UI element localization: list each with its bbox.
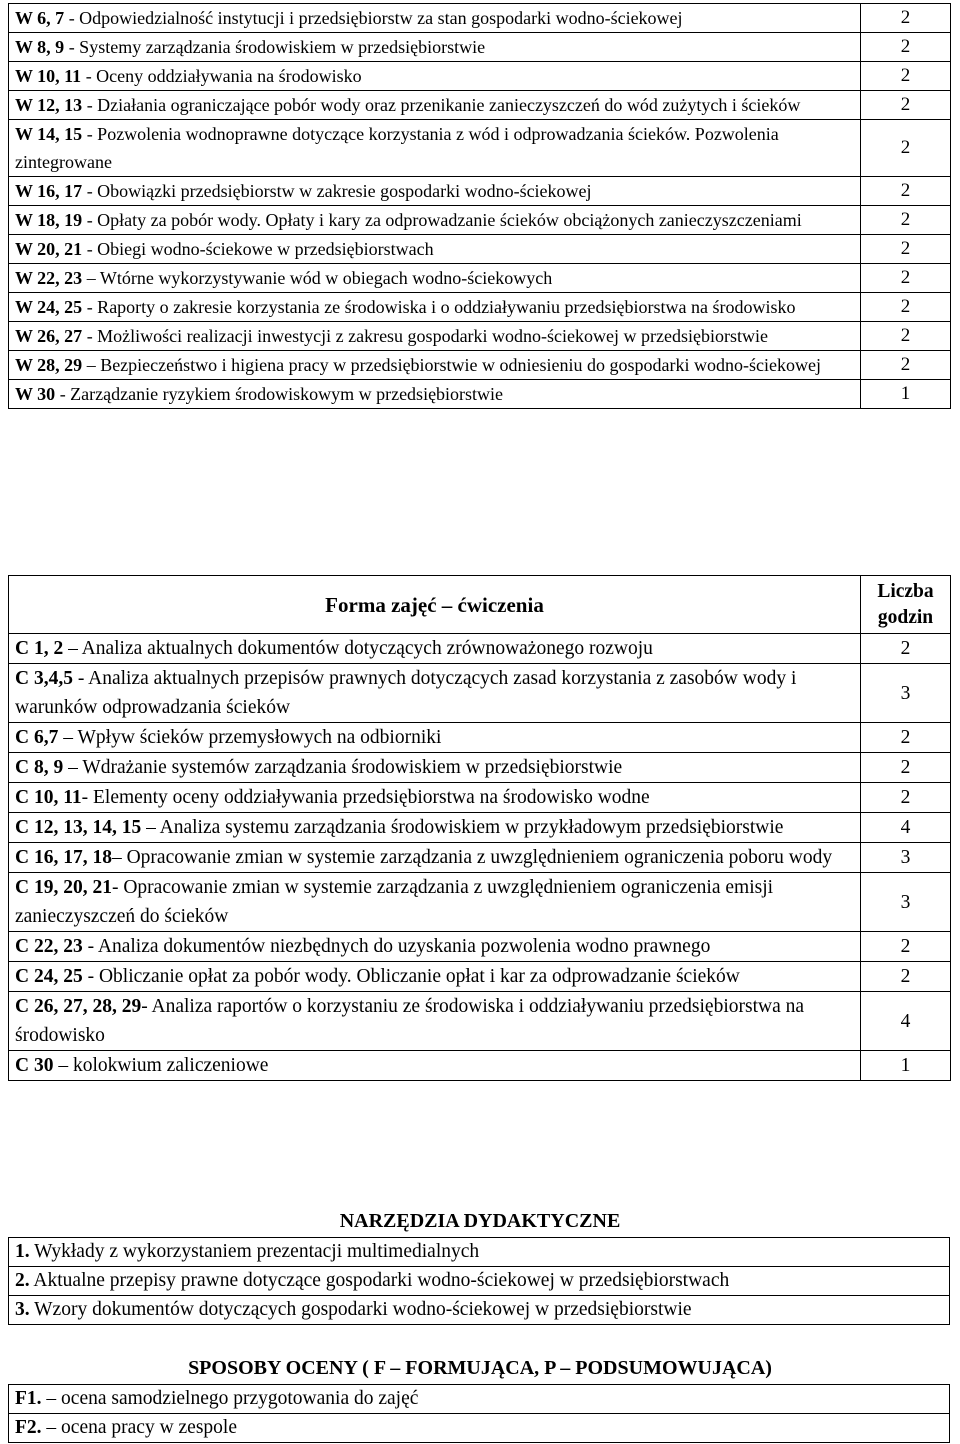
lecture-row [9,380,951,409]
exercise-row [9,843,951,873]
assessment-item [9,1385,950,1414]
exercise-row [9,783,951,813]
lecture-hours: 2 [861,33,951,62]
exercise-text: - Opracowanie zmian w systemie zarządzania z uwzględnieniem ograniczenia emisji zanieczyszczeń do ścieków [15,877,774,927]
exercise-hours: 2 [861,723,951,753]
lecture-description [9,351,861,380]
lecture-description [9,177,861,206]
lecture-code: W 24, 25 [15,297,83,317]
lecture-hours: 2 [861,4,951,33]
lecture-code: W 18, 19 [15,210,83,230]
lecture-text: - Odpowiedzialność instytucji i przedsiębiorstw za stan gospodarki wodno-ściekowej [64,8,683,28]
lecture-hours: 2 [861,62,951,91]
exercise-hours: 2 [861,753,951,783]
lecture-description [9,62,861,91]
assessment-item-number: F2. [15,1417,42,1438]
exercise-code: C 1, 2 [15,638,64,659]
lecture-text: – Bezpieczeństwo i higiena pracy w przedsiębiorstwie w odniesieniu do gospodarki wodno-ściekowej [82,355,821,375]
lecture-hours: 2 [861,177,951,206]
exercise-hours: 3 [861,664,951,723]
exercise-hours: 2 [861,962,951,992]
exercise-description [9,813,861,843]
exercise-row [9,932,951,962]
lecture-row [9,120,951,177]
lecture-text: - Raporty o zakresie korzystania ze środowiska i o oddziaływaniu przedsiębiorstwa na środowisko [82,297,796,317]
lecture-hours: 2 [861,235,951,264]
lecture-text: - Pozwolenia wodnoprawne dotyczące korzystania z wód i odprowadzania ścieków. Pozwolenia zintegrowane [15,124,779,172]
lecture-description [9,4,861,33]
lecture-row [9,235,951,264]
tools-item-number: 2. [15,1270,30,1291]
lecture-code: W 6, 7 [15,8,65,28]
assessment-item-cell [9,1385,950,1414]
exercise-code: C 8, 9 [15,757,64,778]
exercise-text: – kolokwium zaliczeniowe [53,1055,269,1076]
exercise-row [9,753,951,783]
tools-item-number: 1. [15,1241,30,1262]
exercise-text: – Opracowanie zmian w systemie zarządzania z uwzględnieniem ograniczenia poboru wody [111,847,833,868]
lecture-row [9,177,951,206]
lecture-row [9,351,951,380]
lecture-hours: 2 [861,91,951,120]
lecture-text: – Wtórne wykorzystywanie wód w obiegach wodno-ściekowych [82,268,553,288]
tools-item-text: Wykłady z wykorzystaniem prezentacji multimedialnych [29,1241,480,1262]
exercise-description [9,783,861,813]
exercise-hours: 2 [861,932,951,962]
tools-item-cell [9,1238,950,1267]
exercises-header-label: Forma zajęć – ćwiczenia [9,576,861,634]
lecture-description [9,264,861,293]
exercise-description [9,873,861,932]
exercise-row [9,664,951,723]
lecture-description [9,293,861,322]
lecture-code: W 8, 9 [15,37,65,57]
tools-item-text: Wzory dokumentów dotyczących gospodarki wodno-ściekowej w przedsiębiorstwie [29,1299,692,1320]
lecture-code: W 16, 17 [15,181,83,201]
lecture-row [9,206,951,235]
exercise-code: C 30 [15,1055,54,1076]
exercise-description [9,992,861,1051]
exercise-description [9,723,861,753]
lecture-description [9,322,861,351]
exercises-header-hours: Liczba godzin [861,576,951,634]
exercise-row [9,813,951,843]
lecture-row [9,293,951,322]
lecture-description [9,120,861,177]
exercise-description [9,664,861,723]
exercise-text: - Elementy oceny oddziaływania przedsiębiorstwa na środowisko wodne [81,787,650,808]
lecture-row [9,4,951,33]
exercise-row [9,873,951,932]
exercise-text: – Analiza systemu zarządzania środowiskiem w przykładowym przedsiębiorstwie [141,817,784,838]
lecture-text: - Zarządzanie ryzykiem środowiskowym w przedsiębiorstwie [55,384,504,404]
tools-item [9,1267,950,1296]
assessment-title: SPOSOBY OCENY ( F – FORMUJĄCA, P – PODSUMOWUJĄCA) [188,1357,772,1379]
exercise-row [9,634,951,664]
exercise-code: C 3,4,5 [15,668,73,689]
assessment-item-number: F1. [15,1388,42,1409]
lecture-text: - Opłaty za pobór wody. Opłaty i kary za odprowadzanie ścieków obciążonych zanieczyszczeniami [82,210,802,230]
exercise-row [9,992,951,1051]
tools-item-text: Aktualne przepisy prawne dotyczące gospodarki wodno-ściekowej w przedsiębiorstwach [29,1270,730,1291]
assessment-item-text: – ocena pracy w zespole [41,1417,237,1438]
assessment-item [9,1414,950,1443]
lecture-text: - Systemy zarządzania środowiskiem w przedsiębiorstwie [64,37,486,57]
lecture-text: - Oceny oddziaływania na środowisko [81,66,362,86]
tools-item-cell [9,1267,950,1296]
lecture-description [9,33,861,62]
exercise-row [9,723,951,753]
lecture-hours: 2 [861,322,951,351]
tools-item [9,1296,950,1325]
exercises-header-row [9,576,951,634]
lecture-row [9,33,951,62]
exercise-description [9,634,861,664]
lecture-code: W 22, 23 [15,268,83,288]
lecture-row [9,91,951,120]
exercise-code: C 19, 20, 21 [15,877,112,898]
exercise-code: C 16, 17, 18 [15,847,112,868]
lecture-text: - Możliwości realizacji inwestycji z zakresu gospodarki wodno-ściekowej w przedsiębiorstwie [82,326,768,346]
exercise-description [9,962,861,992]
lecture-hours: 2 [861,120,951,177]
exercise-code: C 22, 23 [15,936,83,957]
lecture-code: W 10, 11 [15,66,82,86]
lecture-code: W 26, 27 [15,326,83,346]
exercise-description [9,1051,861,1081]
exercise-text: - Analiza aktualnych przepisów prawnych dotyczących zasad korzystania z zasobów wody i warunków odprowadzania ścieków [15,668,797,718]
exercise-text: – Wpływ ścieków przemysłowych na odbiorniki [58,727,442,748]
lecture-text: - Obowiązki przedsiębiorstw w zakresie gospodarki wodno-ściekowej [82,181,592,201]
tools-list [8,1237,950,1325]
exercise-code: C 12, 13, 14, 15 [15,817,142,838]
exercise-hours: 2 [861,783,951,813]
exercise-description [9,932,861,962]
lecture-code: W 20, 21 [15,239,83,259]
exercise-hours: 4 [861,813,951,843]
exercise-text: – Wdrażanie systemów zarządzania środowiskiem w przedsiębiorstwie [63,757,623,778]
exercise-row [9,962,951,992]
lecture-hours: 1 [861,380,951,409]
lecture-description [9,206,861,235]
exercise-text: - Obliczanie opłat za pobór wody. Obliczanie opłat i kar za odprowadzanie ścieków [82,966,740,987]
lecture-row [9,62,951,91]
lecture-text: - Działania ograniczające pobór wody oraz przenikanie zanieczyszczeń do wód zużytych i ścieków [82,95,801,115]
exercise-code: C 6,7 [15,727,59,748]
exercise-code: C 10, 11 [15,787,82,808]
lecture-hours: 2 [861,264,951,293]
lecture-hours: 2 [861,206,951,235]
exercises-table [8,575,951,1081]
tools-title: NARZĘDZIA DYDAKTYCZNE [339,1210,621,1232]
tools-item [9,1238,950,1267]
lecture-hours: 2 [861,351,951,380]
lecture-code: W 12, 13 [15,95,83,115]
lecture-code: W 30 [15,384,56,404]
exercise-text: - Analiza raportów o korzystaniu ze środowiska i oddziaływaniu przedsiębiorstwa na środowisko [15,996,805,1046]
assessment-list [8,1384,950,1443]
exercise-hours: 3 [861,843,951,873]
lecture-code: W 28, 29 [15,355,83,375]
tools-item-cell [9,1296,950,1325]
lecture-hours: 2 [861,293,951,322]
lecture-description [9,235,861,264]
lecture-code: W 14, 15 [15,124,83,144]
lecture-text: - Obiegi wodno-ściekowe w przedsiębiorstwach [82,239,434,259]
lecture-description [9,91,861,120]
exercise-code: C 26, 27, 28, 29 [15,996,142,1017]
lecture-description [9,380,861,409]
exercise-hours: 2 [861,634,951,664]
lecture-row [9,322,951,351]
exercise-code: C 24, 25 [15,966,83,987]
exercise-text: - Analiza dokumentów niezbędnych do uzyskania pozwolenia wodno prawnego [82,936,711,957]
exercise-row [9,1051,951,1081]
exercise-text: – Analiza aktualnych dokumentów dotyczących zrównoważonego rozwoju [63,638,653,659]
tools-item-number: 3. [15,1299,30,1320]
lectures-table [8,3,951,409]
assessment-item-cell [9,1414,950,1443]
exercise-hours: 4 [861,992,951,1051]
exercise-description [9,843,861,873]
lecture-row [9,264,951,293]
exercise-hours: 1 [861,1051,951,1081]
exercise-hours: 3 [861,873,951,932]
exercise-description [9,753,861,783]
assessment-item-text: – ocena samodzielnego przygotowania do zajęć [41,1388,419,1409]
